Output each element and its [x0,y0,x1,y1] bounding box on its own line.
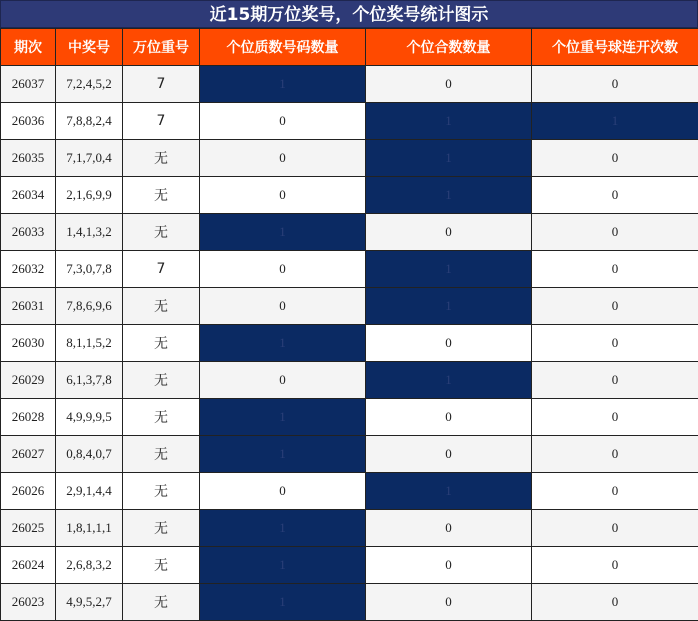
period-cell: 26036 [1,103,56,140]
wan-repeat-cell: 无 [123,399,200,436]
header-row [1,29,698,66]
table-row [1,177,698,214]
wan-repeat-cell: 无 [123,510,200,547]
wan-repeat-cell: 无 [123,362,200,399]
table-row [1,547,698,584]
numbers-cell: 4,9,5,2,7 [56,584,123,621]
composite-count-cell: 0 [366,399,532,436]
period-cell: 26034 [1,177,56,214]
numbers-cell: 8,1,1,5,2 [56,325,123,362]
header-composite-count: 个位合数数量 [366,29,532,66]
numbers-cell: 7,8,6,9,6 [56,288,123,325]
repeat-streak-cell: 0 [532,547,698,584]
repeat-streak-cell: 0 [532,177,698,214]
numbers-cell: 6,1,3,7,8 [56,362,123,399]
numbers-cell: 7,2,4,5,2 [56,66,123,103]
table-row [1,473,698,510]
composite-count-cell: 0 [366,214,532,251]
period-cell: 26026 [1,473,56,510]
numbers-cell: 0,8,4,0,7 [56,436,123,473]
composite-count-cell: 0 [366,436,532,473]
table-row [1,436,698,473]
numbers-cell: 7,8,8,2,4 [56,103,123,140]
wan-repeat-cell: 无 [123,140,200,177]
repeat-streak-cell: 0 [532,325,698,362]
wan-repeat-cell: 无 [123,584,200,621]
header-numbers: 中奖号 [56,29,123,66]
table-row [1,251,698,288]
numbers-cell: 7,3,0,7,8 [56,251,123,288]
period-cell: 26037 [1,66,56,103]
period-cell: 26030 [1,325,56,362]
repeat-streak-cell: 0 [532,288,698,325]
prime-count-cell: 1 [200,214,366,251]
wan-repeat-cell: 无 [123,547,200,584]
repeat-streak-cell: 0 [532,362,698,399]
prime-count-cell: 1 [200,325,366,362]
prime-count-cell: 0 [200,103,366,140]
numbers-cell: 7,1,7,0,4 [56,140,123,177]
table-row [1,399,698,436]
repeat-streak-cell: 0 [532,584,698,621]
table-row [1,584,698,621]
period-cell: 26023 [1,584,56,621]
wan-repeat-cell: 无 [123,288,200,325]
table-row [1,140,698,177]
prime-count-cell: 0 [200,251,366,288]
table-row [1,103,698,140]
wan-repeat-cell: 无 [123,436,200,473]
composite-count-cell: 1 [366,362,532,399]
period-cell: 26032 [1,251,56,288]
composite-count-cell: 0 [366,547,532,584]
composite-count-cell: 1 [366,251,532,288]
stats-table [0,28,698,621]
header-period: 期次 [1,29,56,66]
wan-repeat-cell: 7 [123,103,200,140]
period-cell: 26033 [1,214,56,251]
wan-repeat-cell: 无 [123,325,200,362]
wan-repeat-cell: 7 [123,66,200,103]
repeat-streak-cell: 0 [532,510,698,547]
repeat-streak-cell: 0 [532,251,698,288]
repeat-streak-cell: 1 [532,103,698,140]
page-title: 近15期万位奖号，个位奖号统计图示 [0,0,698,28]
composite-count-cell: 0 [366,66,532,103]
numbers-cell: 2,6,8,3,2 [56,547,123,584]
repeat-streak-cell: 0 [532,436,698,473]
prime-count-cell: 1 [200,510,366,547]
prime-count-cell: 0 [200,473,366,510]
wan-repeat-cell: 无 [123,177,200,214]
composite-count-cell: 1 [366,177,532,214]
repeat-streak-cell: 0 [532,473,698,510]
repeat-streak-cell: 0 [532,214,698,251]
composite-count-cell: 0 [366,584,532,621]
period-cell: 26024 [1,547,56,584]
header-wan-repeat: 万位重号 [123,29,200,66]
period-cell: 26031 [1,288,56,325]
composite-count-cell: 1 [366,473,532,510]
prime-count-cell: 0 [200,362,366,399]
prime-count-cell: 0 [200,177,366,214]
repeat-streak-cell: 0 [532,399,698,436]
table-row [1,66,698,103]
prime-count-cell: 1 [200,66,366,103]
numbers-cell: 2,9,1,4,4 [56,473,123,510]
table-row [1,214,698,251]
wan-repeat-cell: 无 [123,473,200,510]
wan-repeat-cell: 7 [123,251,200,288]
composite-count-cell: 1 [366,288,532,325]
composite-count-cell: 0 [366,325,532,362]
header-prime-count: 个位质数号码数量 [200,29,366,66]
repeat-streak-cell: 0 [532,66,698,103]
prime-count-cell: 1 [200,436,366,473]
table-body [1,66,698,621]
repeat-streak-cell: 0 [532,140,698,177]
wan-repeat-cell: 无 [123,214,200,251]
table-row [1,362,698,399]
numbers-cell: 1,4,1,3,2 [56,214,123,251]
composite-count-cell: 0 [366,510,532,547]
composite-count-cell: 1 [366,103,532,140]
period-cell: 26025 [1,510,56,547]
table-row [1,510,698,547]
prime-count-cell: 1 [200,547,366,584]
numbers-cell: 1,8,1,1,1 [56,510,123,547]
period-cell: 26035 [1,140,56,177]
numbers-cell: 4,9,9,9,5 [56,399,123,436]
table-row [1,325,698,362]
prime-count-cell: 1 [200,584,366,621]
period-cell: 26029 [1,362,56,399]
composite-count-cell: 1 [366,140,532,177]
prime-count-cell: 1 [200,399,366,436]
numbers-cell: 2,1,6,9,9 [56,177,123,214]
prime-count-cell: 0 [200,288,366,325]
period-cell: 26028 [1,399,56,436]
prime-count-cell: 0 [200,140,366,177]
period-cell: 26027 [1,436,56,473]
table-row [1,288,698,325]
header-repeat-streak: 个位重号球连开次数 [532,29,698,66]
